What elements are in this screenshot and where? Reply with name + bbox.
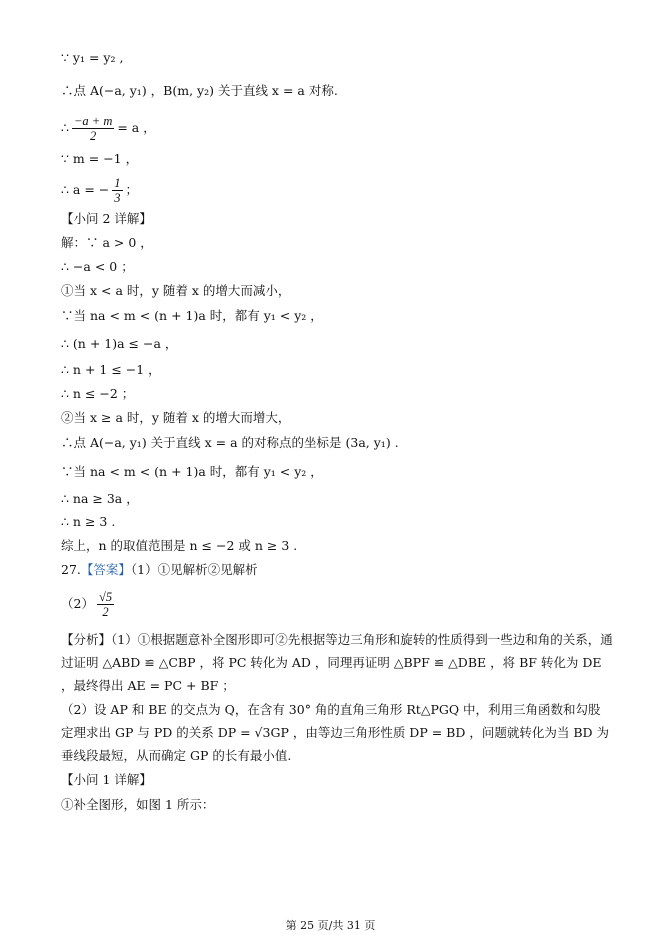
line-case-2: ②当 x ≥ a 时，y 随着 x 的增大而增大， xyxy=(61,410,291,425)
line-case-2-inequality: ∴ na ≥ 3a ， xyxy=(61,491,139,506)
subquestion-1-heading: 【小问 1 详解】 xyxy=(61,772,152,787)
fraction xyxy=(112,176,122,205)
fraction-denominator: 2 xyxy=(90,129,97,143)
question-27-answer xyxy=(61,561,613,579)
line-conclusion: 综上，n 的取值范围是 n ≤ −2 或 n ≥ 3 . xyxy=(61,538,298,553)
line-case-1: ①当 x < a 时，y 随着 x 的增大而减小， xyxy=(61,283,291,298)
punctuation: ； xyxy=(125,182,139,197)
answer-part-2 xyxy=(61,590,613,619)
fraction-denominator: 2 xyxy=(102,605,109,619)
analysis-part-2: （2）设 AP 和 BE 的交点为 Q，在含有 30° 角的直角三角形 Rt△PGQ 中，利用三角函数和勾股定理求出 GP 与 PD 的关系 DP = √3GP ，由等边三角形性质 DP = BD ，问题就转化为当 BD 为垂线段最短，从而确定 GP 的长有最小值. xyxy=(61,702,609,763)
part-label: （2） xyxy=(61,596,94,611)
line-midpoint-equation xyxy=(61,114,613,143)
line-neg-a: ∴ −a < 0 ； xyxy=(61,259,134,274)
line-case-2-condition: ∵当 na < m < (n + 1)a 时，都有 y₁ < y₂ ， xyxy=(61,464,323,479)
line-case-1-inequality: ∴ (n + 1)a ≤ −a ， xyxy=(61,336,178,351)
answer-part-1: （1）①见解析②见解析 xyxy=(130,562,258,577)
line-case-2-symmetric-point: ∴点 A(−a, y₁) 关于直线 x = a 的对称点的坐标是 (3a, y₁) . xyxy=(61,435,399,450)
line-m-value: ∵ m = −1 ， xyxy=(61,151,139,166)
equation-rhs: = a ， xyxy=(117,120,156,135)
line-symmetric-points: ∴点 A(−a, y₁) ，B(m, y₂) 关于直线 x = a 对称. xyxy=(61,83,338,98)
answer-tag: 【答案】 xyxy=(80,562,131,577)
fraction-numerator: √5 xyxy=(98,590,113,604)
fraction-numerator: −a + m xyxy=(73,114,113,128)
line-y1-equals-y2: ∵ y₁ = y₂ , xyxy=(61,50,124,65)
therefore-symbol: ∴ xyxy=(61,120,69,135)
line-case-1-condition: ∵当 na < m < (n + 1)a 时，都有 y₁ < y₂ ， xyxy=(61,308,323,323)
line-solution-a-positive: 解：∵ a > 0 ， xyxy=(61,235,153,250)
line-a-value xyxy=(61,176,613,205)
line-case-2-result: ∴ n ≥ 3 . xyxy=(61,514,116,529)
fraction-numerator: 1 xyxy=(114,176,121,190)
page-footer: 第 25 页/共 31 页 xyxy=(285,919,376,932)
line-complete-figure: ①补全图形，如图 1 所示： xyxy=(61,797,215,812)
equation-lhs: ∴ a = − xyxy=(61,182,110,197)
fraction-denominator: 3 xyxy=(114,191,121,205)
fraction xyxy=(97,590,114,619)
analysis-part-1: 【分析】（1）①根据题意补全图形即可②先根据等边三角形和旋转的性质得到一些边和角的关系，通过证明 △ABD ≌ △CBP ，将 PC 转化为 AD ，同理再证明 △BPF ≌ △DBE ，将 BF 转化为 DE ，最终得出 AE = PC + BF ； xyxy=(61,632,613,693)
subquestion-2-heading: 【小问 2 详解】 xyxy=(61,211,152,226)
line-case-1-n-plus-1: ∴ n + 1 ≤ −1 ， xyxy=(61,362,161,377)
fraction xyxy=(72,114,114,143)
line-case-1-result: ∴ n ≤ −2 ； xyxy=(61,386,135,401)
question-number: 27. xyxy=(61,562,81,577)
